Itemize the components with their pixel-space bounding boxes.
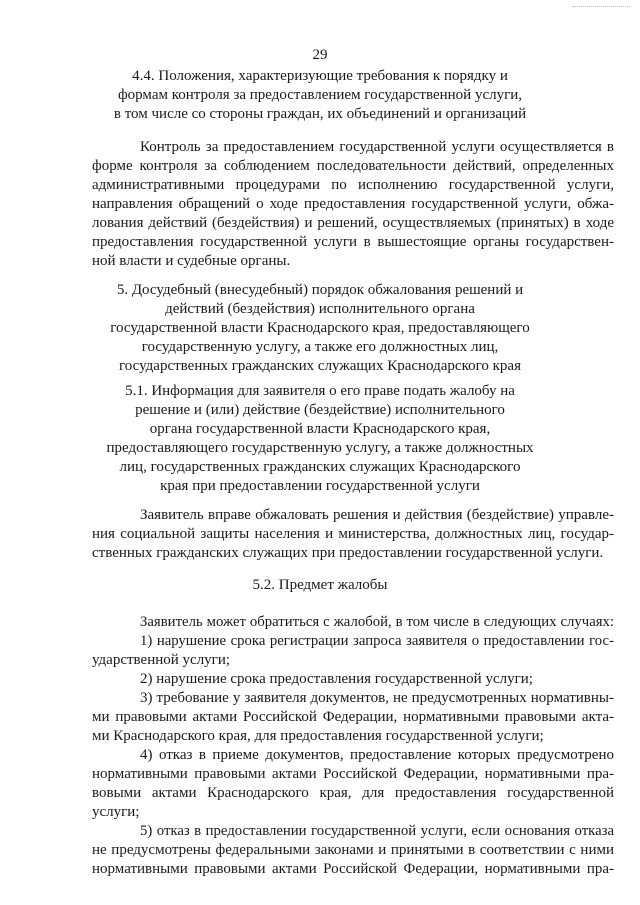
section-5-2-paragraph: [92, 613, 614, 879]
section-4-4-heading: [0, 67, 640, 124]
heading-line: формам контроля за предоставлением государственной услуги,: [117, 87, 523, 103]
text-line: ния социальной защиты населения и министерства, должностных лиц, государ-: [92, 526, 614, 542]
heading-line: лиц, государственных гражданских служащих Краснодарского: [119, 459, 521, 475]
list-item: 2) нарушение срока предоставления государственной услуги;: [140, 671, 533, 687]
heading-line: действий (бездействия) исполнительного органа: [165, 301, 475, 317]
text-line: вовыми актами Краснодарского края, для предоставления государственной: [92, 785, 614, 801]
text-line: ми правовыми актами Российской Федерации, нормативными правовыми акта-: [92, 709, 614, 725]
section-4-4-paragraph: [92, 138, 614, 271]
section-5-1-heading: [0, 382, 640, 496]
scan-artifact: [572, 6, 630, 11]
heading-line: государственную услугу, а также его должностных лиц,: [141, 339, 499, 355]
text-line: нормативными правовыми актами Российской Федерации, нормативными пра-: [92, 766, 614, 782]
heading-line: органа государственной власти Краснодарского края,: [149, 421, 491, 437]
list-item: 4) отказ в приеме документов, предоставление которых предусмотрено: [140, 747, 614, 763]
text-line: не предусмотрены федеральными законами и принятыми в соответствии с ними: [92, 842, 614, 858]
heading-line: государственных гражданских служащих Краснодарского края: [119, 358, 521, 374]
text-line: Контроль за предоставлением государственной услуги осуществляется в: [140, 139, 614, 155]
list-item: 1) нарушение срока регистрации запроса заявителя о предоставлении гос-: [140, 633, 614, 649]
page-number: 29: [312, 47, 328, 63]
text-line: нормативными правовыми актами Российской Федерации, нормативными пра-: [92, 861, 614, 877]
heading-line: 5. Досудебный (внесудебный) порядок обжалования решений и: [116, 282, 524, 298]
text-line: услуги;: [92, 804, 140, 820]
heading-line: решение и (или) действие (бездействие) исполнительного: [135, 402, 505, 418]
heading-line: предоставляющего государственную услугу, а также должностных: [106, 440, 534, 456]
heading-line: 4.4. Положения, характеризующие требования к порядку и: [132, 68, 508, 84]
section-5-heading: [0, 281, 640, 376]
section-5-1-paragraph: [92, 506, 614, 563]
section-5-2-heading: [0, 576, 640, 595]
text-line: Заявитель может обратиться с жалобой, в том числе в следующих случаях:: [140, 614, 614, 630]
text-line: Заявитель вправе обжаловать решения и действия (бездействие) управле-: [140, 507, 614, 523]
heading-line: в том числе со стороны граждан, их объединений и организаций: [113, 106, 527, 122]
list-item: 5) отказ в предоставлении государственной услуги, если основания отказа: [140, 823, 614, 839]
text-line: ударственной услуги;: [92, 652, 231, 668]
text-line: административными процедурами по исполнению государственной услуги,: [92, 177, 614, 193]
text-line: форме контроля за соблюдением последовательности действий, определенных: [92, 158, 614, 174]
heading-line: края при предоставлении государственной услуги: [160, 478, 480, 494]
text-line: предоставления государственной услуги в вышестоящие органы государствен-: [92, 234, 614, 250]
text-line: направления обращений о ходе предоставления государственной услуги, обжа-: [92, 196, 614, 212]
heading-line: 5.1. Информация для заявителя о его праве подать жалобу на: [125, 383, 515, 399]
text-line: лования действий (бездействия) и решений, осуществляемых (принятых) в ходе: [92, 215, 614, 231]
list-item: 3) требование у заявителя документов, не предусмотренных нормативны-: [140, 690, 614, 706]
heading-line: государственной власти Краснодарского края, предоставляющего: [110, 320, 530, 336]
text-line: ми Краснодарского края, для предоставления государственной услуги;: [92, 728, 544, 744]
text-line: ственных гражданских служащих при предоставлении государственной услуги.: [92, 545, 604, 561]
text-line: ной власти и судебные органы.: [92, 253, 291, 269]
heading-line: 5.2. Предмет жалобы: [252, 577, 388, 593]
